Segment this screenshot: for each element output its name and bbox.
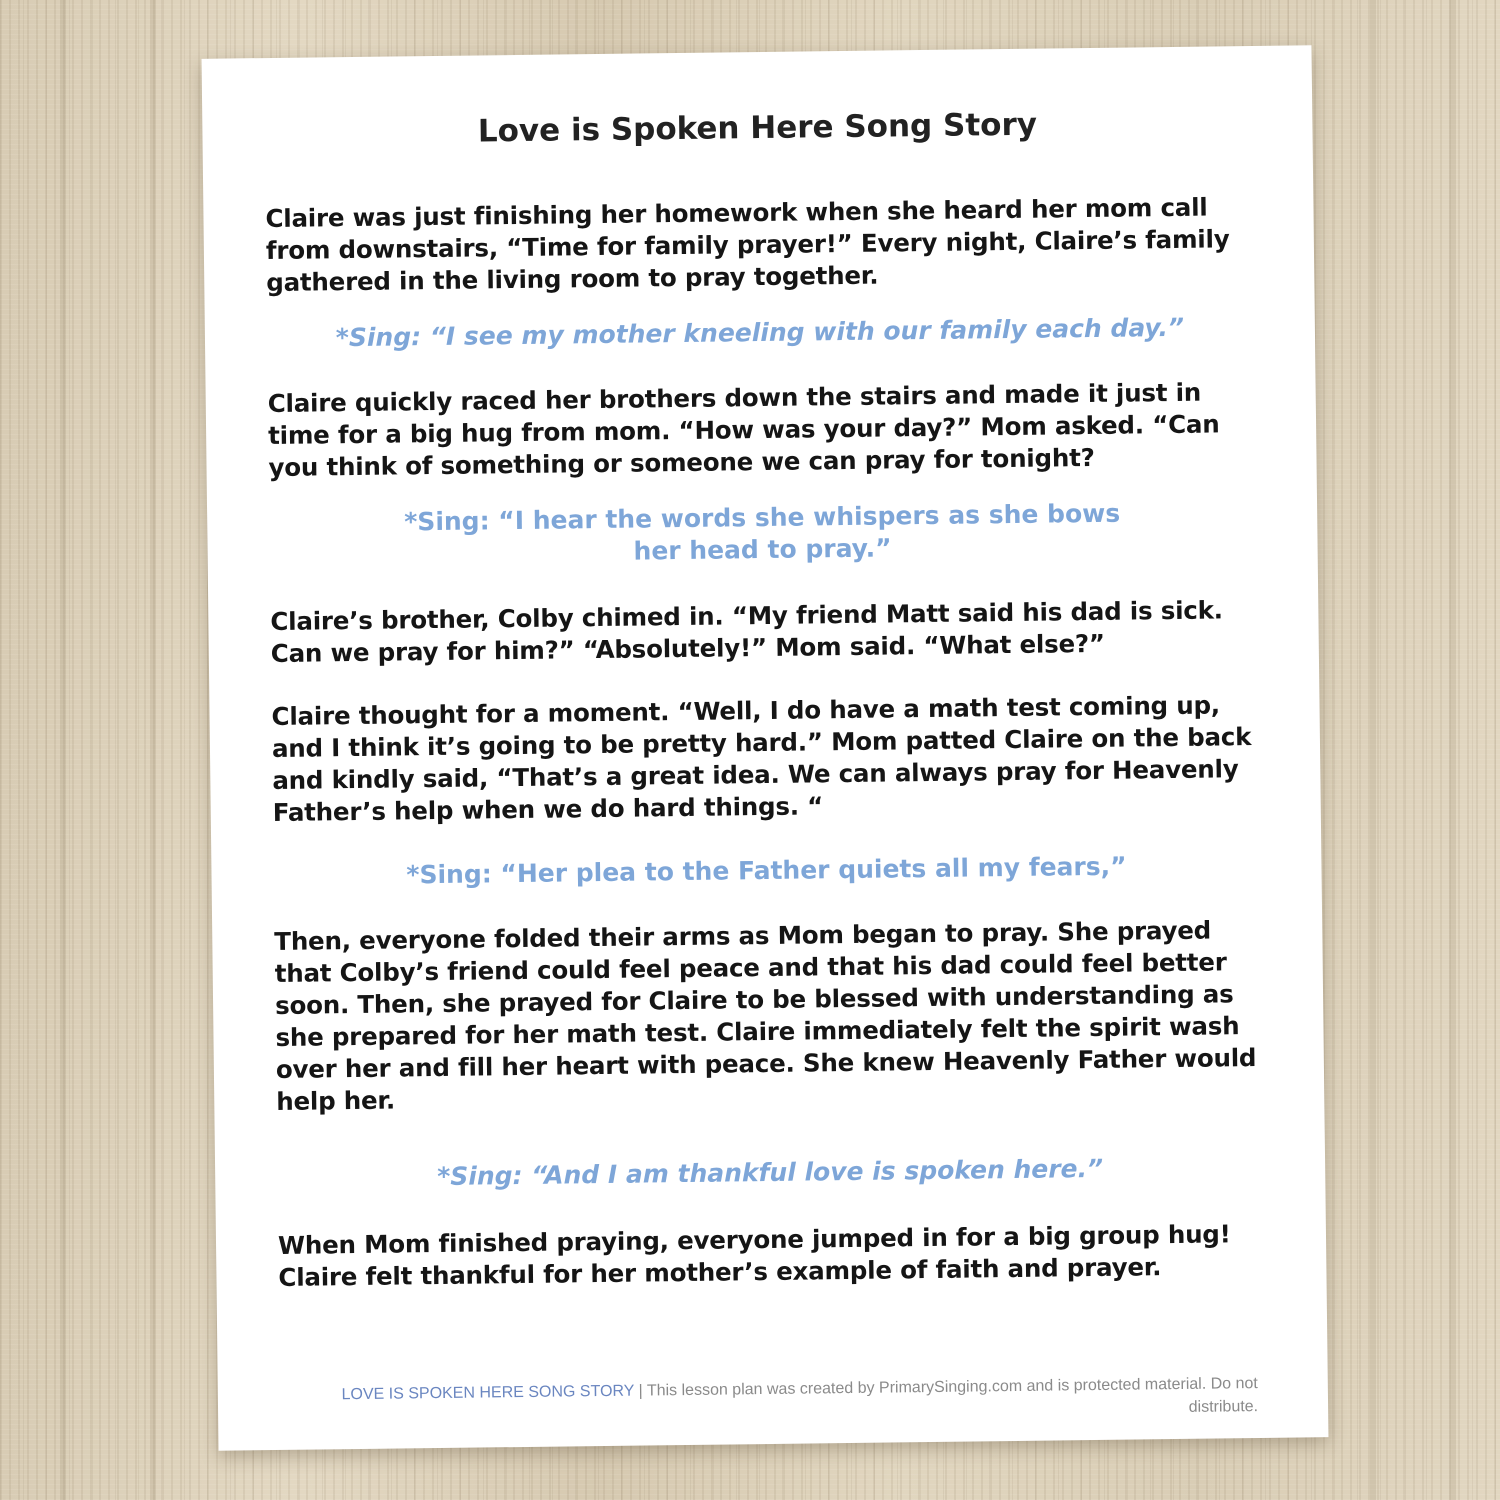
paper-sheet <box>202 45 1329 1450</box>
sing-line-2: *Sing: “I hear the words she whispers as she bows her head to pray.” <box>404 498 1121 566</box>
page-title: Love is Spoken Here Song Story <box>477 106 1038 150</box>
sing-line-3: *Sing: “Her plea to the Father quiets all my fears,” <box>406 851 1127 890</box>
footer-brand: LOVE IS SPOKEN HERE SONG STORY <box>341 1382 635 1404</box>
footer-notice: This lesson plan was created by PrimarySinging.com and is protected material. Do not distribute. <box>646 1375 1259 1416</box>
footer-separator: | <box>634 1382 647 1400</box>
sing-line-1: *Sing: “I see my mother kneeling with our family each day.” <box>335 312 1185 353</box>
story-paragraph-6: When Mom finished praying, everyone jumped in for a big group hug! Claire felt thankful for her mother’s example of faith and prayer. <box>277 1219 1231 1292</box>
sing-line-4: *Sing: “And I am thankful love is spoken here.” <box>437 1153 1104 1192</box>
story-paragraph-2: Claire quickly raced her brothers down the stairs and made it just in time for a big hug from mom. “How was your day?” Mom asked. “Can you think of something or someone we can pray for tonight? <box>267 377 1220 483</box>
wood-grain <box>150 0 156 1500</box>
story-paragraph-3: Claire’s brother, Colby chimed in. “My friend Matt said his dad is sick. Can we pray for him?” “Absolutely!” Mom said. “What else?” <box>270 595 1223 669</box>
wood-grain <box>60 0 66 1500</box>
story-paragraph-5: Then, everyone folded their arms as Mom began to pray. She prayed that Colby’s friend could feel peace and that his dad could feel better soon. Then, she prayed for Claire to be blessed with understanding as she prepared for her math test. Claire immediately felt the spirit wash over her and fill her heart with peace. She knew Heavenly Father would help her. <box>274 915 1257 1116</box>
page-footer <box>278 1372 1258 1430</box>
wood-grain <box>1450 0 1456 1500</box>
story-paragraph-1: Claire was just finishing her homework when she heard her mom call from downstairs, “Time for family prayer!” Every night, Claire’s family gathered in the living room to pray together. <box>265 192 1230 298</box>
story-paragraph-4: Claire thought for a moment. “Well, I do have a math test coming up, and I think it’s going to be pretty hard.” Mom patted Claire on the back and kindly said, “That’s a great idea. We can always pray for Heavenly Father’s help when we do hard things. “ <box>271 690 1252 828</box>
wood-grain <box>1370 0 1376 1500</box>
